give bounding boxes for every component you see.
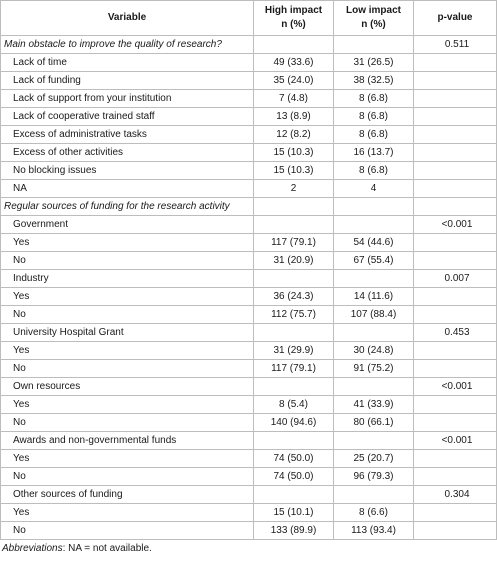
section-title: Main obstacle to improve the quality of research? (1, 36, 254, 54)
group-row: University Hospital Grant 0.453 (1, 324, 497, 342)
group-row: Awards and non-governmental funds <0.001 (1, 432, 497, 450)
table-row: No 117 (79.1) 91 (75.2) (1, 360, 497, 378)
table-row: No blocking issues 15 (10.3) 8 (6.8) (1, 162, 497, 180)
table-row: No 112 (75.7) 107 (88.4) (1, 306, 497, 324)
table-row: Yes 36 (24.3) 14 (11.6) (1, 288, 497, 306)
pvalue-cell: <0.001 (414, 432, 497, 450)
table-row: Lack of support from your institution 7 (4.8) 8 (6.8) (1, 90, 497, 108)
header-high-impact: High impact n (%) (254, 1, 334, 36)
pvalue-cell: <0.001 (414, 216, 497, 234)
section-row-obstacle (1, 36, 497, 54)
table-row: Yes 31 (29.9) 30 (24.8) (1, 342, 497, 360)
group-row: Industry 0.007 (1, 270, 497, 288)
section-row-funding (1, 198, 497, 216)
table-row: No 74 (50.0) 96 (79.3) (1, 468, 497, 486)
group-row: Government <0.001 (1, 216, 497, 234)
pvalue-cell: 0.453 (414, 324, 497, 342)
pvalue-cell: 0.304 (414, 486, 497, 504)
table-row: Excess of other activities 15 (10.3) 16 (13.7) (1, 144, 497, 162)
table-row: No 140 (94.6) 80 (66.1) (1, 414, 497, 432)
header-pvalue: p-value (414, 1, 497, 36)
footnote-label: Abbreviations (2, 543, 63, 554)
table-row: Lack of time 49 (33.6) 31 (26.5) (1, 54, 497, 72)
table-row: Yes 8 (5.4) 41 (33.9) (1, 396, 497, 414)
header-row (1, 1, 497, 36)
table-row: NA 2 4 (1, 180, 497, 198)
footnote (0, 543, 497, 555)
table-row: No 133 (89.9) 113 (93.4) (1, 522, 497, 540)
table-row: Yes 117 (79.1) 54 (44.6) (1, 234, 497, 252)
pvalue-cell: <0.001 (414, 378, 497, 396)
table-row: Excess of administrative tasks 12 (8.2) 8 (6.8) (1, 126, 497, 144)
table-row: No 31 (20.9) 67 (55.4) (1, 252, 497, 270)
group-row: Own resources <0.001 (1, 378, 497, 396)
pvalue-cell: 0.511 (414, 36, 497, 54)
table-row: Lack of funding 35 (24.0) 38 (32.5) (1, 72, 497, 90)
group-row: Other sources of funding 0.304 (1, 486, 497, 504)
table-row: Yes 15 (10.1) 8 (6.6) (1, 504, 497, 522)
table-row: Yes 74 (50.0) 25 (20.7) (1, 450, 497, 468)
section-title: Regular sources of funding for the research activity (1, 198, 254, 216)
table-row: Lack of cooperative trained staff 13 (8.9) 8 (6.8) (1, 108, 497, 126)
footnote-text: : NA = not available. (62, 543, 152, 554)
pvalue-cell: 0.007 (414, 270, 497, 288)
header-low-impact: Low impact n (%) (334, 1, 414, 36)
header-variable: Variable (1, 1, 254, 36)
